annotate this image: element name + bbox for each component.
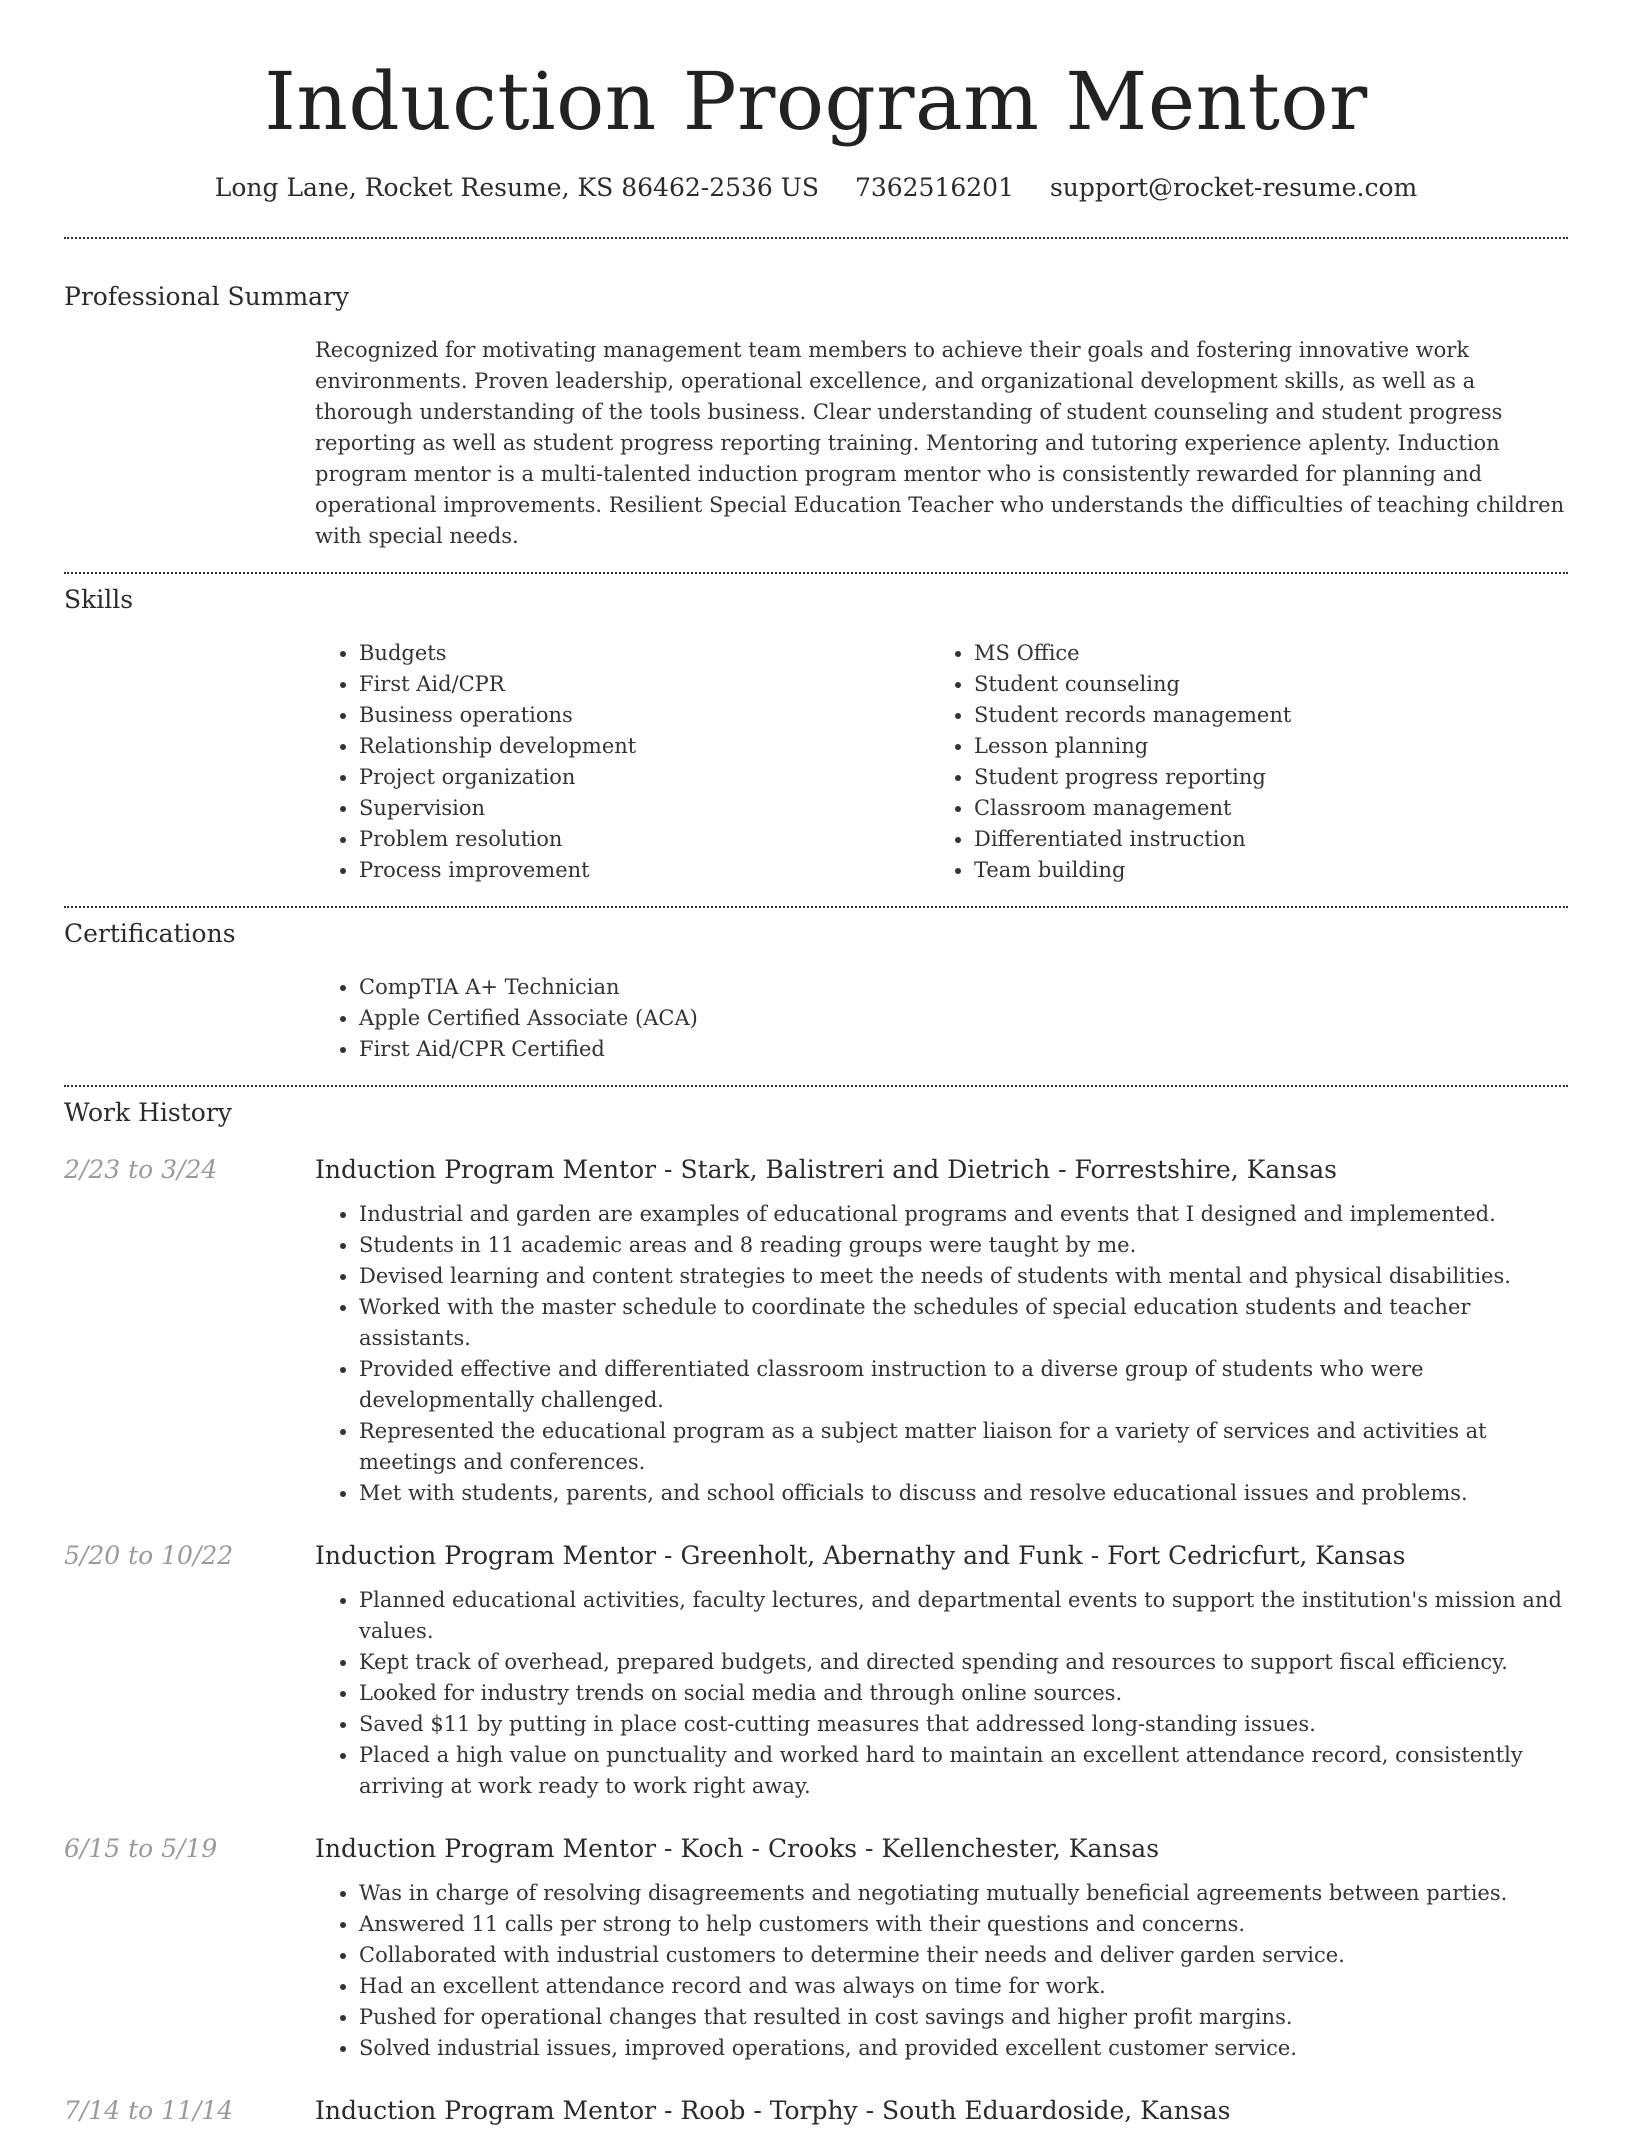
skills-list-right (930, 638, 1568, 886)
resume-name: Induction Program Mentor (264, 55, 1368, 148)
summary-text: Recognized for motivating management team members to achieve their goals and fostering innovative work environments. Proven leadership, operational excellence, and organizational development skills, as well as a thorough understanding of the tools business. Clear understanding of student counseling and student progress reporting as well as student progress reporting training. Mentoring and tutoring experience aplenty. Induction program mentor is a multi-talented induction program mentor who is consistently rewarded for planning and operational improvements. Resilient Special Education Teacher who understands the difficulties of teaching children with special needs. (315, 338, 1565, 548)
job-entry (64, 1153, 1568, 1509)
list-item: • Kept track of overhead, prepared budgets, and directed spending and resources to support fiscal efficiency. (359, 1647, 1568, 1678)
job-entry (64, 1539, 1568, 1802)
summary-block (315, 335, 1568, 552)
job-title: Induction Program Mentor - Roob - Torphy - South Eduardoside, Kansas (315, 2096, 1231, 2125)
job-bullets (315, 1585, 1568, 1802)
list-item: • Met with students, parents, and school officials to discuss and resolve educational issues and problems. (359, 1478, 1568, 1509)
divider-certifications (64, 1085, 1568, 1087)
divider-summary (64, 572, 1568, 574)
list-item: • Differentiated instruction (974, 824, 1568, 855)
list-item: • Lesson planning (974, 731, 1568, 762)
list-item: • Collaborated with industrial customers to determine their needs and deliver garden service. (359, 1940, 1568, 1971)
job-dates: 7/14 to 11/14 (64, 2096, 234, 2125)
list-item: • MS Office (974, 638, 1568, 669)
list-item: • Budgets (359, 638, 930, 669)
list-item: • Business operations (359, 700, 930, 731)
section-title-certifications: Certifications (64, 919, 236, 948)
contact-address: Long Lane, Rocket Resume, KS 86462-2536 US (214, 173, 819, 202)
list-item: • Represented the educational program as a subject matter liaison for a variety of services and activities at meetings and conferences. (359, 1416, 1568, 1478)
list-item: • Had an excellent attendance record and was always on time for work. (359, 1971, 1568, 2002)
job-dates: 6/15 to 5/19 (64, 1834, 218, 1863)
list-item: • Students in 11 academic areas and 8 reading groups were taught by me. (359, 1230, 1568, 1261)
list-item: • CompTIA A+ Technician (359, 972, 1568, 1003)
job-title: Induction Program Mentor - Stark, Balistreri and Dietrich - Forrestshire, Kansas (315, 1155, 1337, 1184)
list-item: • Was in charge of resolving disagreements and negotiating mutually beneficial agreements between parties. (359, 1878, 1568, 1909)
section-title-summary: Professional Summary (64, 282, 350, 311)
list-item: • Worked with the master schedule to coordinate the schedules of special education students and teacher assistants. (359, 1292, 1568, 1354)
list-item: • Answered 11 calls per strong to help customers with their questions and concerns. (359, 1909, 1568, 1940)
list-item: • Saved $11 by putting in place cost-cutting measures that addressed long-standing issues. (359, 1709, 1568, 1740)
list-item: • Pushed for operational changes that resulted in cost savings and higher profit margins. (359, 2002, 1568, 2033)
list-item: • First Aid/CPR (359, 669, 930, 700)
job-bullets (315, 1199, 1568, 1509)
job-bullets (315, 1878, 1568, 2064)
list-item: • Student progress reporting (974, 762, 1568, 793)
list-item: • Solved industrial issues, improved operations, and provided excellent customer service. (359, 2033, 1568, 2064)
divider-skills (64, 906, 1568, 908)
job-dates: 2/23 to 3/24 (64, 1155, 218, 1184)
skills-block (315, 638, 1568, 886)
list-item: • First Aid/CPR Certified (359, 1034, 1568, 1065)
list-item: • Looked for industry trends on social media and through online sources. (359, 1678, 1568, 1709)
list-item: • Project organization (359, 762, 930, 793)
contact-phone: 7362516201 (854, 173, 1014, 202)
section-title-work-history: Work History (64, 1098, 232, 1127)
certifications-block (315, 972, 1568, 1065)
list-item: • Devised learning and content strategies to meet the needs of students with mental and physical disabilities. (359, 1261, 1568, 1292)
resume-page (64, 0, 1568, 2140)
job-title: Induction Program Mentor - Greenholt, Abernathy and Funk - Fort Cedricfurt, Kansas (315, 1541, 1406, 1570)
list-item: • Process improvement (359, 855, 930, 886)
job-entry (64, 2094, 1568, 2140)
contact-email: support@rocket-resume.com (1049, 173, 1418, 202)
list-item: • Placed a high value on punctuality and worked hard to maintain an excellent attendance record, consistently arriving at work ready to work right away. (359, 1740, 1568, 1802)
divider-header (64, 237, 1568, 239)
section-title-skills: Skills (64, 585, 134, 614)
list-item: • Industrial and garden are examples of educational programs and events that I designed and implemented. (359, 1199, 1568, 1230)
list-item: • Problem resolution (359, 824, 930, 855)
skills-list-left (315, 638, 930, 886)
contact-line (64, 172, 1568, 204)
list-item: • Team building (974, 855, 1568, 886)
list-item: • Student counseling (974, 669, 1568, 700)
list-item: • Provided effective and differentiated classroom instruction to a diverse group of students who were developmentally challenged. (359, 1354, 1568, 1416)
list-item: • Student records management (974, 700, 1568, 731)
job-title: Induction Program Mentor - Koch - Crooks - Kellenchester, Kansas (315, 1834, 1160, 1863)
list-item: • Classroom management (974, 793, 1568, 824)
job-entry (64, 1832, 1568, 2064)
list-item: • Relationship development (359, 731, 930, 762)
list-item: • Apple Certified Associate (ACA) (359, 1003, 1568, 1034)
certifications-list (315, 972, 1568, 1065)
list-item: • Planned educational activities, faculty lectures, and departmental events to support the institution's mission and values. (359, 1585, 1568, 1647)
list-item: • Supervision (359, 793, 930, 824)
job-dates: 5/20 to 10/22 (64, 1541, 234, 1570)
